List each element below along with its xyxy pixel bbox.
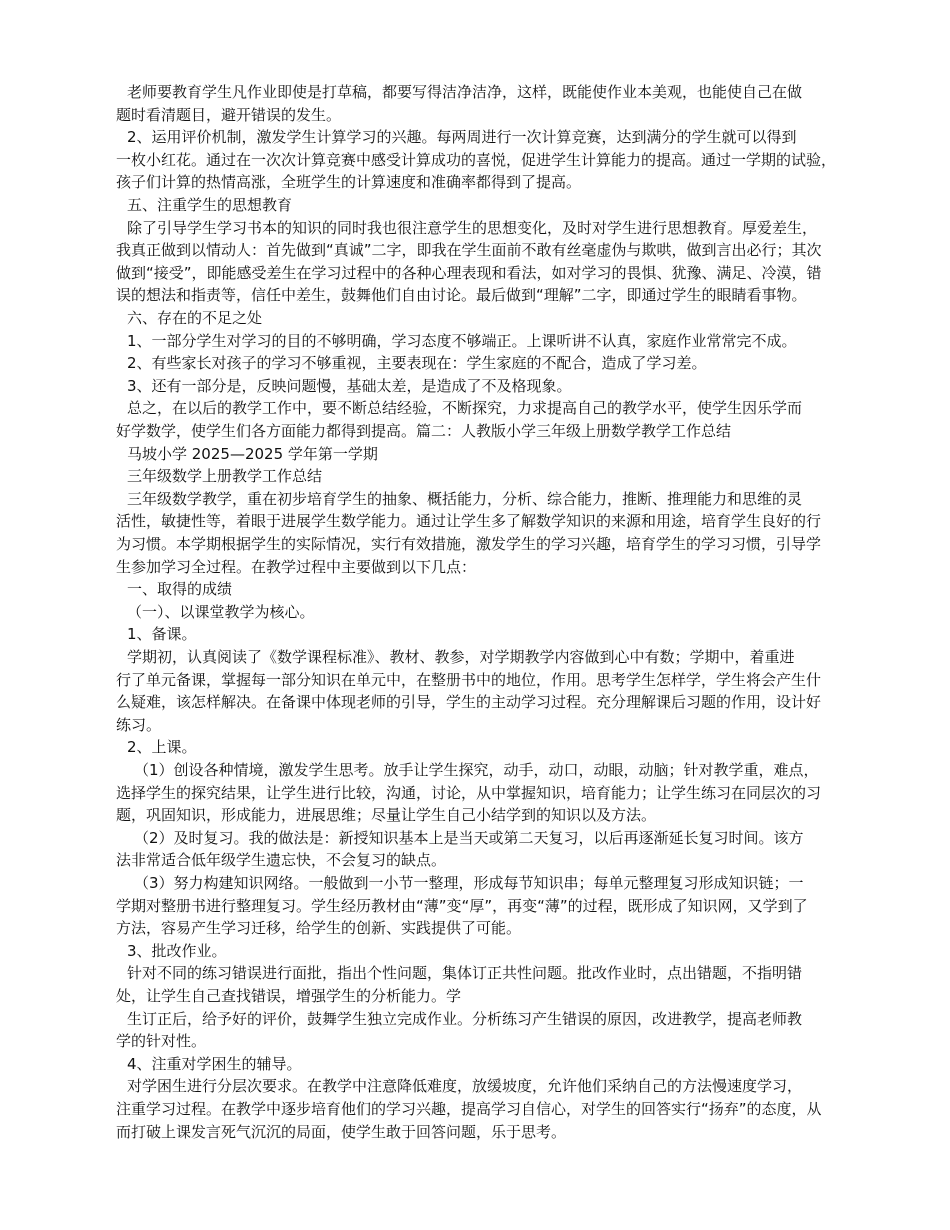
- text-line: 2、有些家长对孩子的学习不够重视，主要表现在：学生家庭的不配合，造成了学习差。: [127, 354, 707, 373]
- text-line: 学期初，认真阅读了《数学课程标准》、教材、教参，对学期教学内容做到心中有数；学期中，着重进: [127, 648, 795, 666]
- text-line: 4、注重对学困生的辅导。: [127, 1054, 302, 1073]
- text-line: 学期对整册书进行整理复习。学生经历教材由“薄”变“厚”，再变“薄”的过程，既形成了知识网，又学到了: [116, 896, 808, 915]
- text-line: 生参加学习全过程。在教学过程中主要做到以下几点：: [116, 557, 477, 576]
- text-line: 三年级数学上册教学工作总结: [127, 467, 323, 486]
- text-line: 孩子们计算的热情高涨，全班学生的计算速度和准确率都得到了提高。: [116, 173, 582, 192]
- text-line: 3、批改作业。: [127, 941, 227, 960]
- text-line: 3、还有一部分是，反映问题慢，基础太差，是造成了不及格现象。: [127, 376, 572, 395]
- text-line: 生订正后，给予好的评价，鼓舞学生独立完成作业。分析练习产生错误的原因，改进教学，提高老师教: [127, 1009, 803, 1028]
- text-line: 行了单元备课，掌握每一部分知识在单元中，在整册书中的地位，作用。思考学生怎样学，学生将会产生什: [116, 670, 822, 689]
- text-line: 法非常适合低年级学生遗忘快，不会复习的缺点。: [116, 851, 447, 870]
- text-line: 一、取得的成绩: [127, 580, 233, 599]
- text-line: 题，巩固知识，形成能力，进展思维；尽量让学生自己小结学到的知识以及方法。: [116, 806, 657, 825]
- text-line: 处，让学生自己查找错误，增强学生的分析能力。学: [116, 987, 462, 1005]
- text-line: 为习惯。本学期根据学生的实际情况，实行有效措施，激发学生的学习兴趣，培育学生的学习习惯，引导学: [116, 535, 822, 553]
- text-line: 五、注重学生的思想教育: [127, 196, 293, 214]
- text-line: 一枚小红花。通过在一次次计算竞赛中感受计算成功的喜悦，促进学生计算能力的提高。通过一学期的试验，: [116, 150, 837, 169]
- text-line: 么疑难，该怎样解决。在备课中体现老师的引导，学生的主动学习过程。充分理解课后习题的作用，设计好: [116, 693, 822, 712]
- text-line: （3）努力构建知识网络。一般做到一小节一整理，形成每节知识串；每单元整理复习形成知识链；一: [134, 874, 804, 892]
- text-line: 1、一部分学生对学习的目的不够明确，学习态度不够端正。上课听讲不认真，家庭作业常常完不成。: [127, 331, 797, 350]
- text-line: 除了引导学生学习书本的知识的同时我也很注意学生的思想变化，及时对学生进行思想教育。厚爱差生，: [127, 218, 818, 237]
- text-line: 2、运用评价机制，激发学生计算学习的兴趣。每两周进行一次计算竞赛，达到满分的学生就可以得到: [127, 128, 797, 147]
- text-line: 方法，容易产生学习迁移，给学生的创新、实践提供了可能。: [116, 919, 522, 938]
- text-line: 1、备课。: [127, 625, 197, 644]
- text-line: （1）创设各种情境，激发学生思考。放手让学生探究，动手，动口，动眼，动脑；针对教学重，难点，: [134, 761, 819, 779]
- text-line: 针对不同的练习错误进行面批，指出个性问题，集体订正共性问题。批改作业时，点出错题，不指明错: [127, 964, 803, 983]
- text-line: 总之，在以后的教学工作中，要不断总结经验，不断探究，力求提高自己的教学水平，使学生因乐学而: [127, 399, 803, 418]
- text-line: 对学困生进行分层次要求。在教学中注意降低难度，放缓坡度，允许他们采纳自己的方法慢速度学习，: [127, 1077, 803, 1096]
- text-line: 而打破上课发言死气沉沉的局面，使学生敢于回答问题，乐于思考。: [116, 1122, 567, 1141]
- text-line: 误的想法和指责等，信任中差生，鼓舞他们自由讨论。最后做到“理解”二字，即通过学生的眼睛看事物。: [116, 286, 807, 305]
- text-line: 2、上课。: [127, 738, 197, 757]
- text-line: （2）及时复习。我的做法是：新授知识基本上是当天或第二天复习，以后再逐渐延长复习时间。该方: [134, 828, 804, 847]
- text-line: 活性，敏捷性等，着眼于进展学生数学能力。通过让学生多了解数学知识的来源和用途，培育学生良好的行: [116, 512, 822, 531]
- text-line: （一）、以课堂教学为核心。: [127, 602, 315, 621]
- text-line: 好学数学，使学生们各方面能力都得到提高。篇二：人教版小学三年级上册数学教学工作总结: [116, 422, 732, 440]
- text-line: 选择学生的探究结果，让学生进行比较，沟通，讨论，从中掌握知识，培育能力；让学生练习在同层次的习: [116, 783, 822, 802]
- text-line: 六、存在的不足之处: [127, 309, 263, 327]
- text-line: 注重学习过程。在教学中逐步培育他们的学习兴趣，提高学习自信心，对学生的回答实行“扬弃”的态度，从: [116, 1100, 822, 1118]
- text-line: 做到“接受”，即能感受差生在学习过程中的各种心理表现和看法，如对学习的畏惧、犹豫、满足、冷漠，错: [116, 263, 822, 282]
- text-line: 题时看清题目，避开错误的发生。: [116, 105, 342, 124]
- text-line: 三年级数学教学，重在初步培育学生的抽象、概括能力，分析、综合能力，推断、推理能力和思维的灵: [127, 489, 803, 508]
- text-line: 我真正做到以情动人：首先做到“真诚”二字，即我在学生面前不敢有丝毫虚伪与欺哄，做到言出必行；其次: [116, 241, 822, 260]
- text-line: 马坡小学 2025—2025 学年第一学期: [127, 444, 378, 463]
- text-line: 老师要教育学生凡作业即使是打草稿，都要写得洁净洁净，这样，既能使作业本美观，也能使自己在做: [127, 83, 803, 101]
- text-line: 学的针对性。: [116, 1032, 207, 1051]
- text-line: 练习。: [116, 715, 162, 734]
